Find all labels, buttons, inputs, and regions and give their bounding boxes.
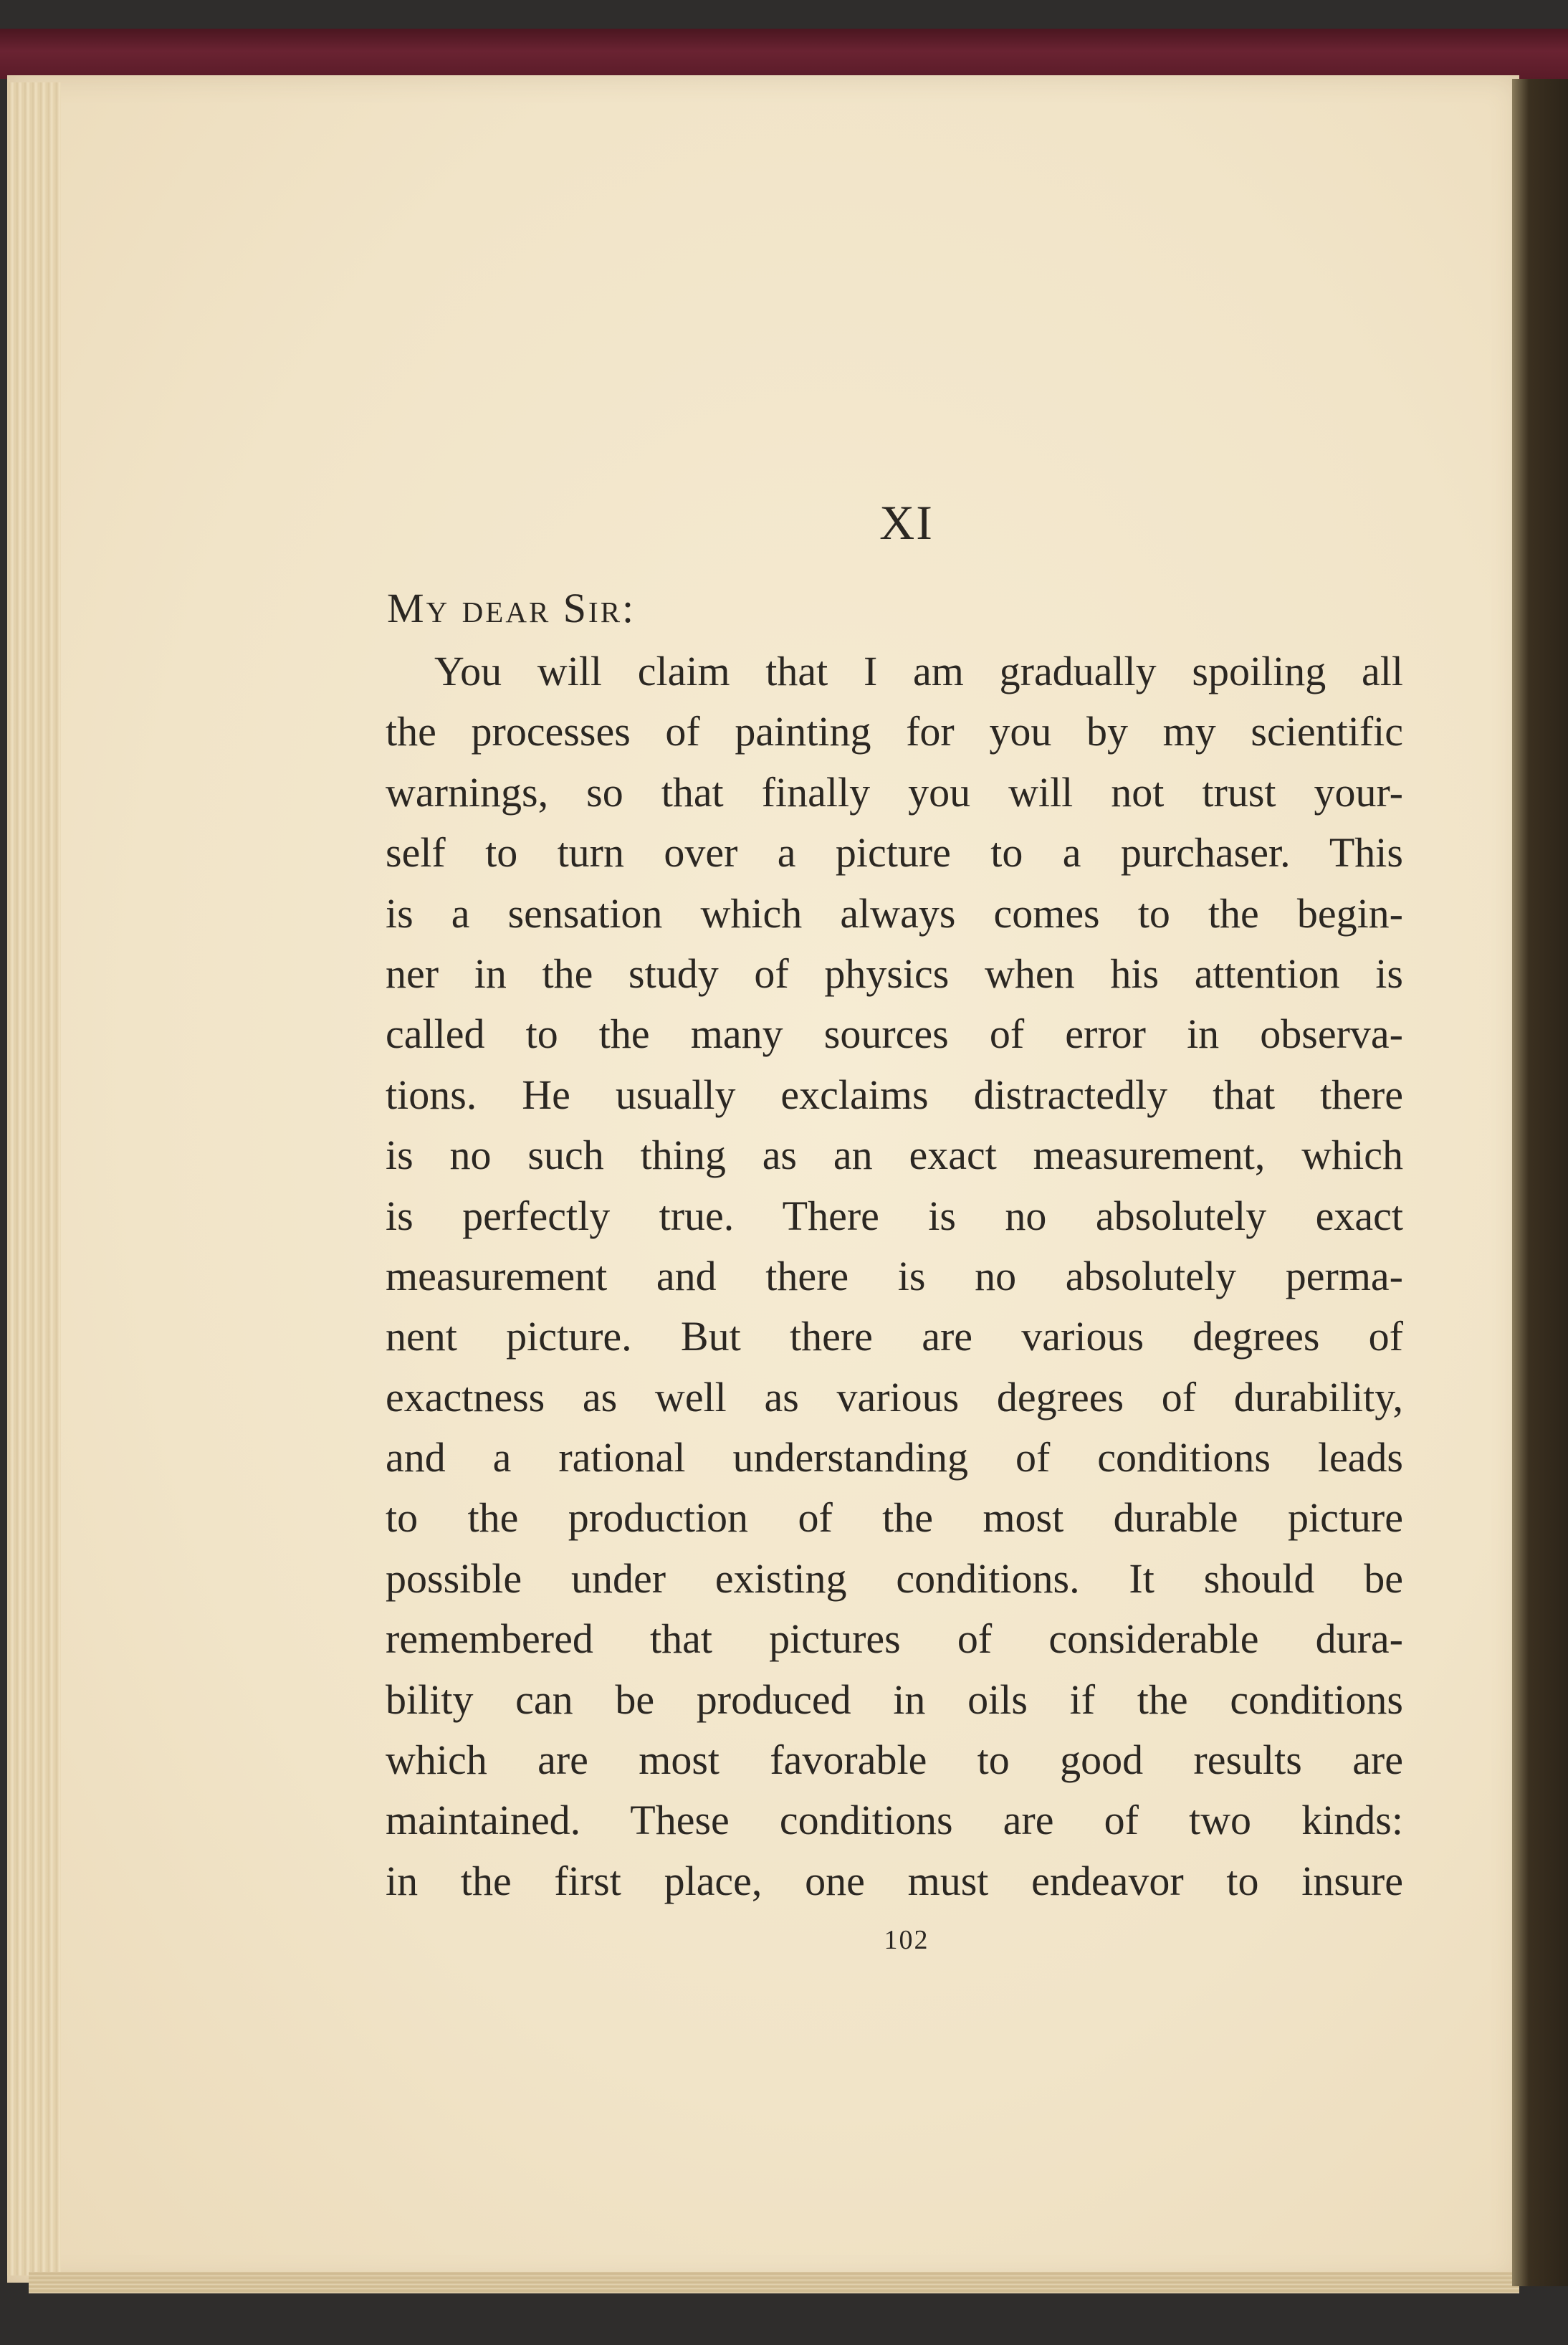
text-line: nent picture. But there are various degrees of xyxy=(386,1313,1403,1360)
text-line: warnings, so that finally you will not trust your- xyxy=(386,768,1403,816)
text-line: exactness as well as various degrees of durability, xyxy=(386,1373,1403,1420)
text-line: is perfectly true. There is no absolutely exact xyxy=(386,1192,1403,1239)
text-line: and a rational understanding of conditions leads xyxy=(386,1434,1403,1481)
text-line: called to the many sources of error in observa- xyxy=(386,1011,1403,1058)
text-line: bility can be produced in oils if the conditions xyxy=(386,1676,1403,1723)
text-line: possible under existing conditions. It should be xyxy=(386,1554,1403,1602)
text-line: is no such thing as an exact measurement, which xyxy=(386,1132,1403,1179)
page-stack-left-edge xyxy=(7,82,61,2275)
chapter-number: XI xyxy=(879,495,934,550)
letter-salutation: My dear Sir: xyxy=(387,585,636,631)
text-line: which are most favorable to good results are xyxy=(386,1737,1403,1784)
text-line: is a sensation which always comes to the begin- xyxy=(386,889,1403,937)
text-line: You will claim that I am gradually spoiling all xyxy=(434,648,1403,694)
letter-body xyxy=(386,641,1403,1911)
book-board-right xyxy=(1512,79,1568,2286)
text-line: the processes of painting for you by my scientific xyxy=(386,708,1403,755)
book-cover-edge xyxy=(0,29,1568,79)
text-line: tions. He usually exclaims distractedly that there xyxy=(386,1071,1403,1118)
text-line: ner in the study of physics when his attention is xyxy=(386,950,1403,997)
text-line: measurement and there is no absolutely perma- xyxy=(386,1252,1403,1299)
text-line: remembered that pictures of considerable dura- xyxy=(386,1615,1403,1663)
text-line: to the production of the most durable picture xyxy=(386,1494,1403,1542)
page-number: 102 xyxy=(884,1925,929,1955)
text-line: maintained. These conditions are of two kinds: xyxy=(386,1797,1403,1844)
page-stack-bottom-edge xyxy=(29,2272,1519,2293)
text-line: in the first place, one must endeavor to insure xyxy=(386,1857,1403,1904)
text-line: self to turn over a picture to a purchaser. This xyxy=(386,829,1403,877)
